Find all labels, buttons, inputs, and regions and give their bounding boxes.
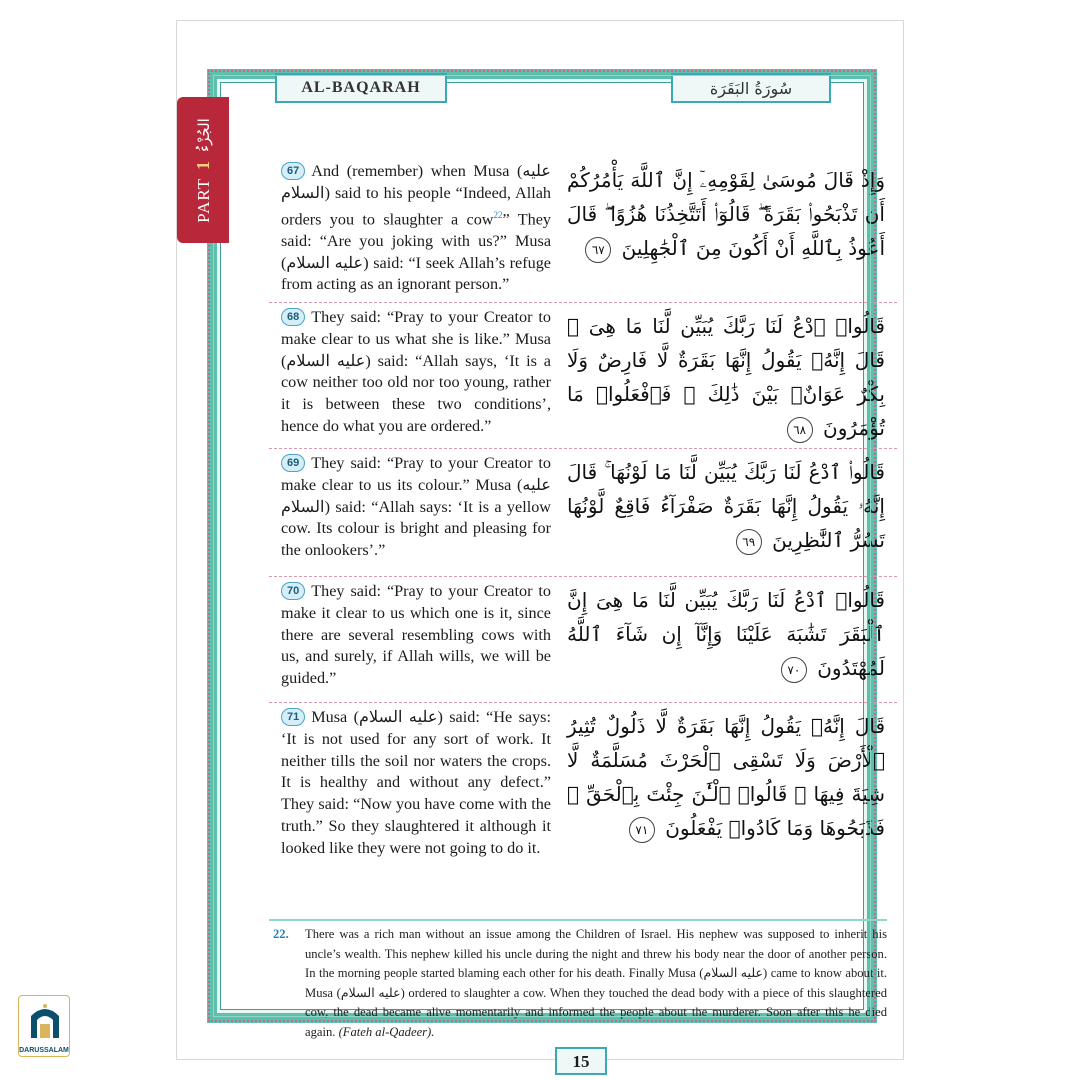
footnote-source: (Fateh al-Qadeer). bbox=[338, 1024, 435, 1039]
verse-translation bbox=[269, 703, 557, 891]
verse-list bbox=[269, 157, 897, 891]
arabic-text: قَالُوا۟ ٱدْعُ لَنَا رَبَّكَ يُبَيِّن لَّنَا مَا هِىَ إِنَّ ٱلْبَقَرَ تَشَٰبَهَ عَلَيْنَا وَإِنَّآ إِن شَآءَ ٱللَّهُ لَمُهْتَدُونَ bbox=[567, 588, 885, 680]
part-label-arabic: الجُزْءُ bbox=[194, 117, 212, 152]
logo-text: DARUSSALAM bbox=[19, 1047, 69, 1054]
footnote bbox=[269, 919, 887, 1042]
verse-text: Musa (عليه السلام) said: “He says: ‘It is not used for any sort of work. It neither tills the soil nor waters the crops. It is healthy and without any defect.” They said: “Now you have come with the truth.” So they slaughtered it although it looked like they were not going to do it. bbox=[281, 708, 551, 857]
arabic-text: قَالُوا۟ ٱدْعُ لَنَا رَبَّكَ يُبَيِّن لَّنَا مَا هِىَ ۚ قَالَ إِنَّهُۥ يَقُولُ إِنَّهَا بَقَرَةٌ لَّا فَارِضٌ وَلَا بِكْرٌ عَوَانٌۢ بَيْنَ ذَٰلِكَ ۖ فَٱفْعَلُوا۟ مَا تُؤْمَرُونَ bbox=[567, 314, 885, 440]
ornamental-frame bbox=[207, 69, 887, 1071]
verse-arabic bbox=[557, 157, 897, 302]
verse-arabic bbox=[557, 577, 897, 702]
verse-text: And (remember) when Musa (عليه السلام) said to his people “Indeed, Allah orders you to slaughter a cow bbox=[281, 162, 551, 228]
verse-number-badge: 69 bbox=[281, 454, 305, 472]
footnote-text bbox=[305, 925, 887, 1042]
verse-row-69 bbox=[269, 449, 897, 577]
verse-translation bbox=[269, 157, 557, 302]
footnote-number: 22. bbox=[273, 927, 289, 941]
mushaf-page bbox=[176, 20, 904, 1071]
verse-text-cont: ” They said: “Are you joking with us?” Musa (عليه السلام) said: “I seek Allah’s refuge from acting as an ignorant person.” bbox=[281, 209, 551, 294]
verse-row-67 bbox=[269, 157, 897, 303]
verse-number-badge: 70 bbox=[281, 582, 305, 600]
verse-text: They said: “Pray to your Creator to make clear to us what she is like.” Musa (عليه السلام) said: “Allah says, ‘It is a cow neither too old nor too young, rather it is between these two conditions’, hence do what you are ordered.” bbox=[281, 308, 551, 435]
verse-arabic bbox=[557, 449, 897, 576]
verse-text: They said: “Pray to your Creator to make clear to us its colour.” Musa (عليه السلام) said: “Allah says: ‘It is a yellow cow. Its colour is bright and pleasing for the onlookers’.” bbox=[281, 454, 551, 560]
page-number: 15 bbox=[555, 1047, 607, 1075]
verse-number-badge: 71 bbox=[281, 708, 305, 726]
ayah-end-marker: ٦٧ bbox=[585, 237, 611, 263]
arabic-text: قَالُوا۟ ٱدْعُ لَنَا رَبَّكَ يُبَيِّن لَّنَا مَا لَوْنُهَا ۚ قَالَ إِنَّهُۥ يَقُولُ إِنَّهَا بَقَرَةٌ صَفْرَآءُ فَاقِعٌ لَّوْنُهَا تَسُرُّ ٱلنَّٰظِرِينَ bbox=[567, 460, 885, 552]
footnote-ref[interactable]: 22 bbox=[493, 209, 503, 220]
verse-row-70 bbox=[269, 577, 897, 703]
verse-arabic bbox=[557, 303, 897, 448]
part-label: PART bbox=[193, 177, 212, 223]
ayah-end-marker: ٧٠ bbox=[781, 657, 807, 683]
part-tab bbox=[177, 97, 229, 243]
ayah-end-marker: ٦٨ bbox=[787, 417, 813, 443]
verse-translation bbox=[269, 577, 557, 702]
ayah-end-marker: ٦٩ bbox=[736, 529, 762, 555]
verse-number-badge: 67 bbox=[281, 162, 305, 180]
verse-translation bbox=[269, 449, 557, 576]
verse-number-badge: 68 bbox=[281, 308, 305, 326]
surah-title-english: AL-BAQARAH bbox=[275, 73, 447, 103]
verse-row-71 bbox=[269, 703, 897, 891]
arabic-text: قَالَ إِنَّهُۥ يَقُولُ إِنَّهَا بَقَرَةٌ لَّا ذَلُولٌ تُثِيرُ ٱلْأَرْضَ وَلَا تَسْقِى ٱلْحَرْثَ مُسَلَّمَةٌ لَّا شِيَةَ فِيهَا ۚ قَالُوا۟ ٱلْـَٰٔنَ جِئْتَ بِٱلْحَقِّ ۚ فَذَبَحُوهَا وَمَا كَادُوا۟ يَفْعَلُونَ bbox=[567, 714, 885, 840]
verse-translation bbox=[269, 303, 557, 448]
mosque-logo-icon bbox=[27, 1000, 63, 1040]
darussalam-logo bbox=[18, 995, 70, 1057]
verse-arabic bbox=[557, 703, 897, 891]
verse-text: They said: “Pray to your Creator to make it clear to us which one is it, since there are several resembling cows with us, and surely, if Allah wills, we will be guided.” bbox=[281, 582, 551, 688]
verse-row-68 bbox=[269, 303, 897, 449]
ayah-end-marker: ٧١ bbox=[629, 817, 655, 843]
surah-title-arabic: سُورَةُ البَقَرَة bbox=[671, 73, 831, 103]
footnote-body: There was a rich man without an issue among the Children of Israel. His nephew was supposed to inherit his uncle’s wealth. This nephew killed his uncle during the night and threw his body near the door of another person. In the morning people started blaming each other for his death. Finally Musa (عليه السلام) came to know about it. Musa (عليه السلام) ordered to slaughter a cow. When they touched the dead body with a piece of this slaughtered cow, the dead became alive momentarily and informed the people about the murderer. Soon after this he died again. bbox=[305, 927, 887, 1039]
part-number: 1 bbox=[192, 159, 213, 170]
arabic-text: وَإِذْ قَالَ مُوسَىٰ لِقَوْمِهِۦٓ إِنَّ ٱللَّهَ يَأْمُرُكُمْ أَن تَذْبَحُوا۟ بَقَرَةً ۖ قَالُوٓا۟ أَتَتَّخِذُنَا هُزُوًا ۖ قَالَ أَعُوذُ بِٱللَّهِ أَنْ أَكُونَ مِنَ ٱلْجَٰهِلِينَ bbox=[567, 168, 885, 260]
